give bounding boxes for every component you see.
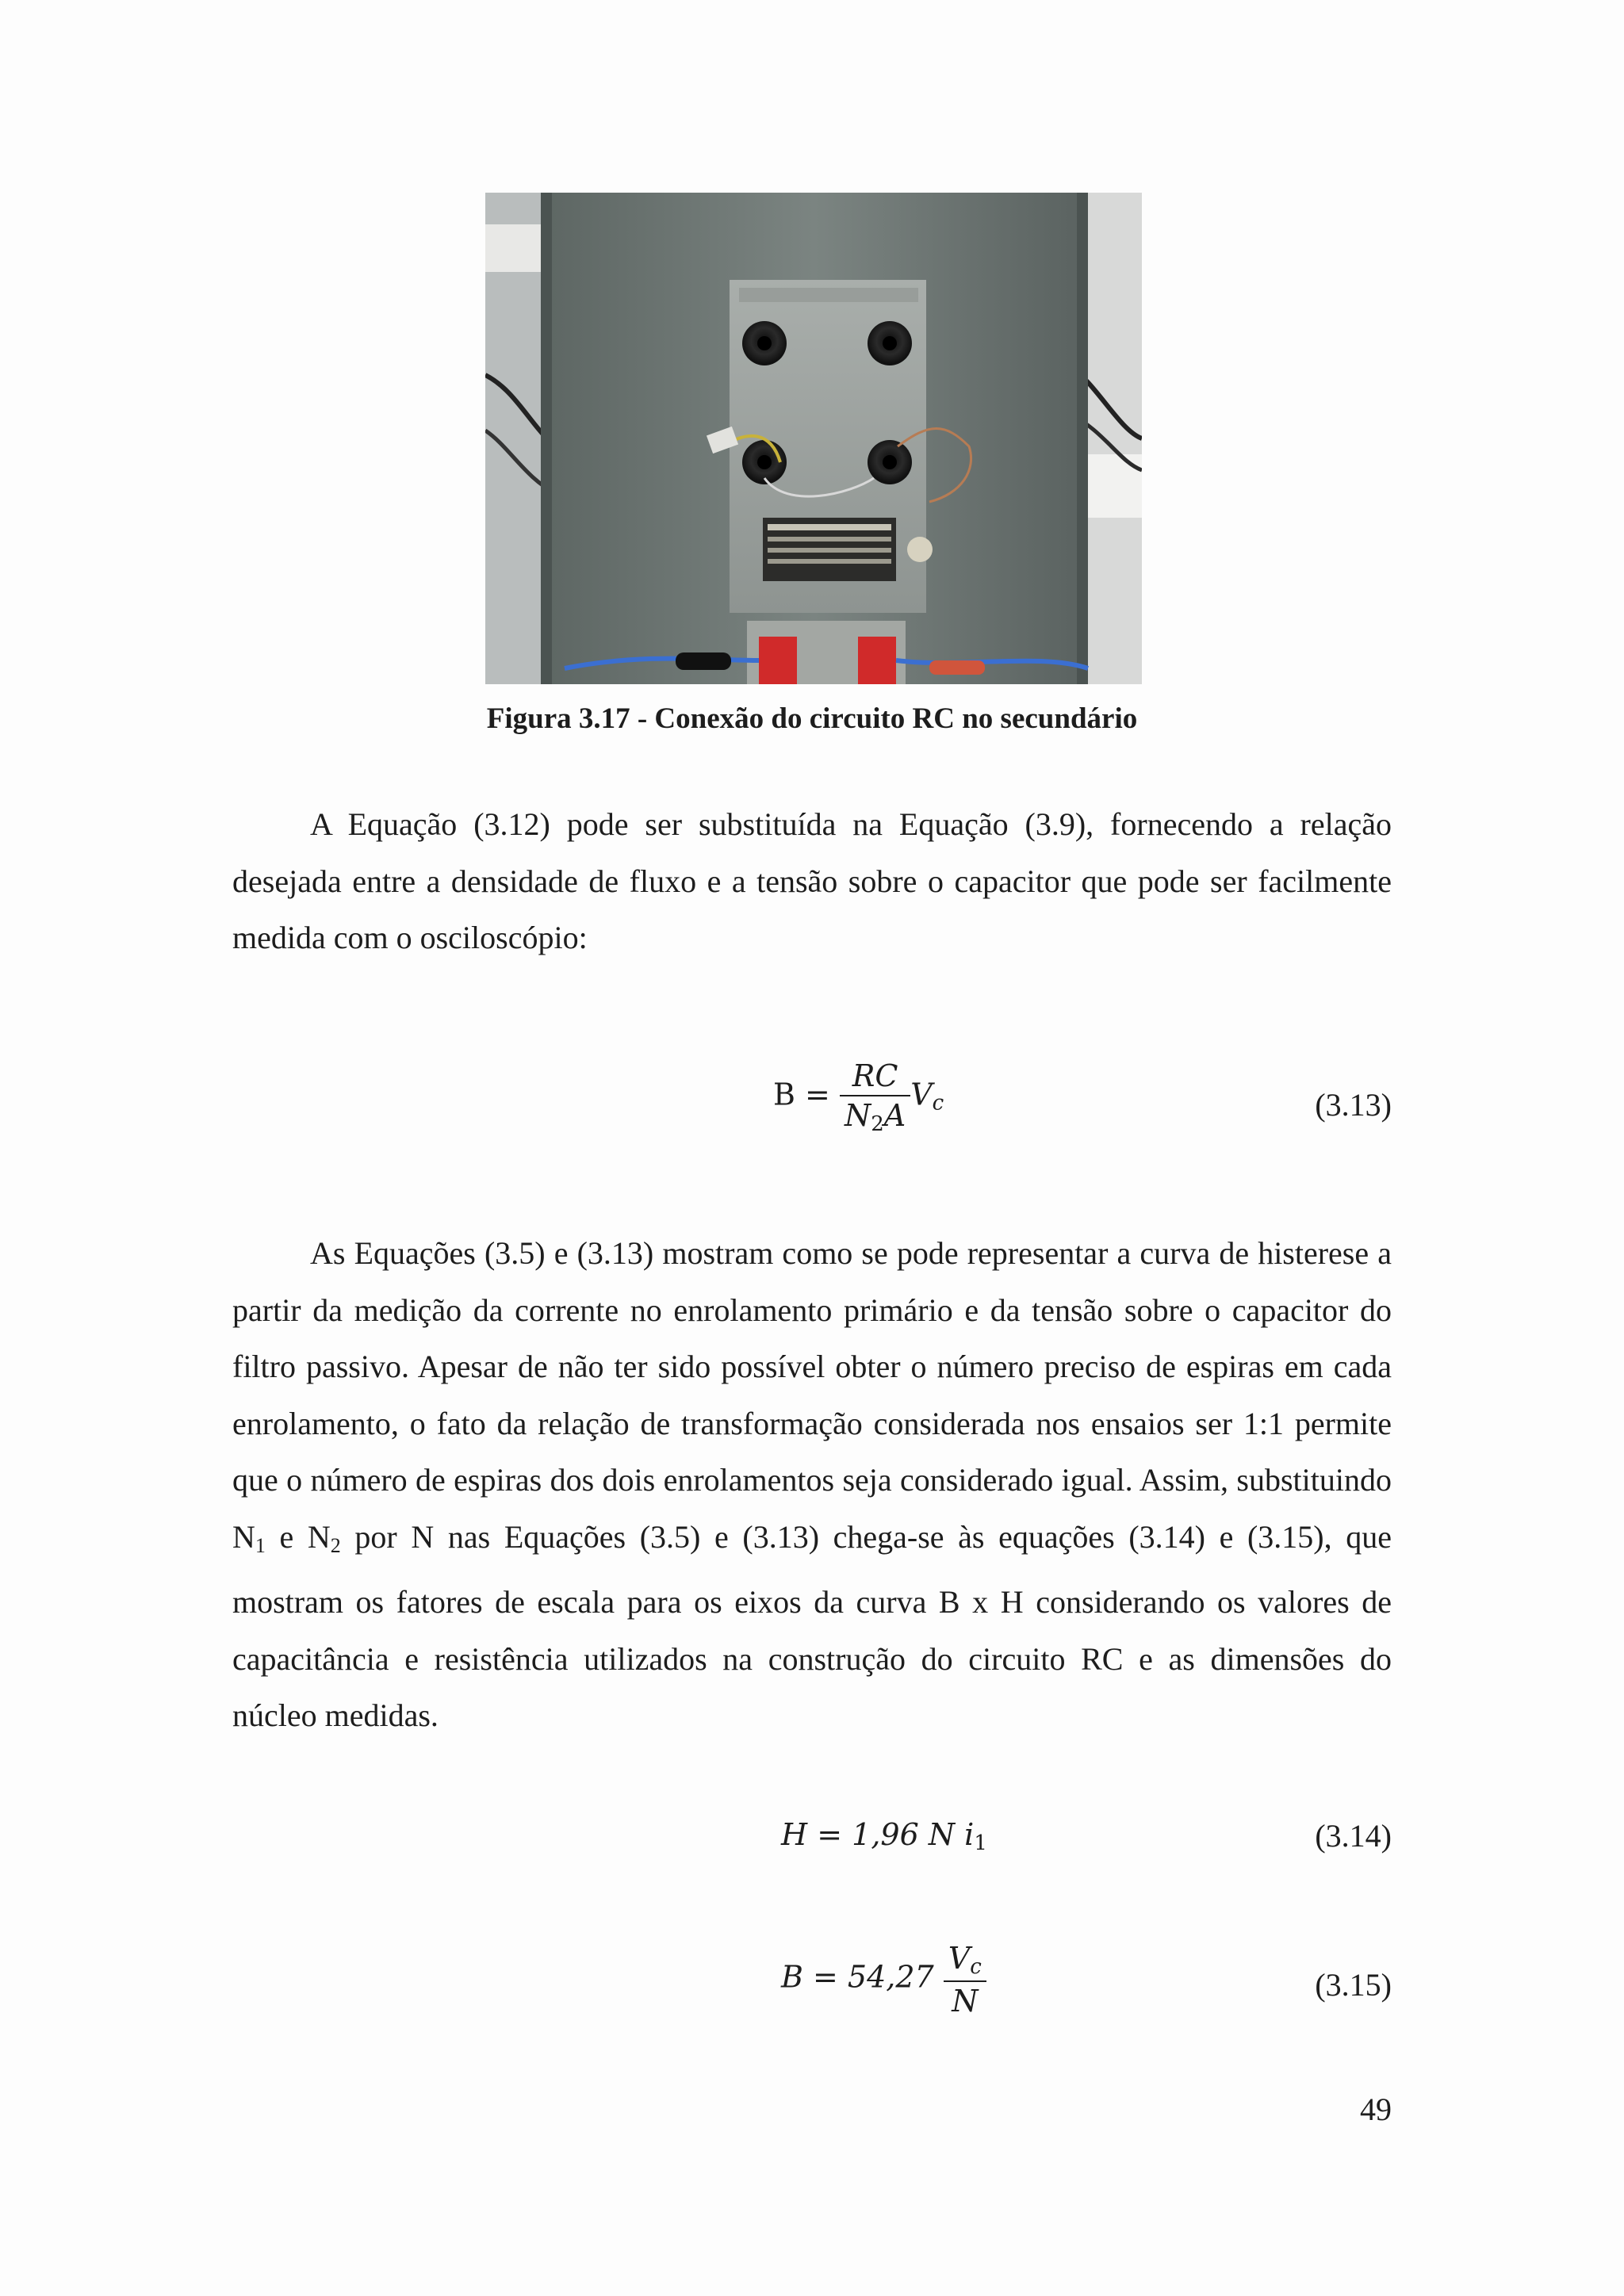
paragraph-1 bbox=[232, 796, 1392, 966]
eq-3-15-denominator: N bbox=[952, 1984, 979, 2019]
paragraph-1-text: A Equação (3.12) pode ser substituída na Equação (3.9), fornecendo a relação desejada entre a densidade de fluxo e a tensão sobre o capacitor que pode ser facilmente medida com o osciloscópio: bbox=[232, 806, 1392, 955]
eq-3-15-lhs: B = 54,27 bbox=[781, 1959, 934, 1995]
eq-3-15-fraction bbox=[944, 1941, 986, 2019]
equation-3-13 bbox=[773, 1058, 944, 1136]
eq-3-13-voltage: V bbox=[910, 1077, 933, 1112]
equation-number-3-14: (3.14) bbox=[1315, 1818, 1392, 1854]
equation-number-3-15: (3.15) bbox=[1315, 1967, 1392, 2003]
figure-photo bbox=[485, 193, 1142, 684]
eq-3-15-numerator: $V_c$ bbox=[944, 1941, 986, 1982]
eq-3-13-voltage-sub: c bbox=[932, 1091, 944, 1115]
eq-3-14-text: H = 1,96 N i bbox=[781, 1817, 975, 1852]
eq-3-13-lhs: B = bbox=[773, 1077, 830, 1112]
eq-3-13-denominator: $N_2A$ bbox=[844, 1098, 906, 1136]
eq-3-13-numerator: RC bbox=[840, 1058, 910, 1096]
paragraph-2 bbox=[232, 1225, 1392, 1744]
equation-number-3-13: (3.13) bbox=[1315, 1087, 1392, 1123]
page-number: 49 bbox=[1360, 2091, 1392, 2127]
figure-caption: Figura 3.17 - Conexão do circuito RC no secundário bbox=[486, 702, 1138, 735]
equation-3-14 bbox=[781, 1817, 987, 1855]
eq-3-13-fraction bbox=[840, 1058, 910, 1136]
equation-3-15 bbox=[781, 1941, 986, 2019]
eq-3-14-sub: 1 bbox=[974, 1831, 987, 1855]
paragraph-2-text: As Equações (3.5) e (3.13) mostram como se pode representar a curva de histerese a partir da medição da corrente no enrolamento primário e da tensão sobre o capacitor do filtro passivo. Apesar de não ter sido possível obter o número preciso de espiras em cada enrolamento, o fato da relação de transformação considerada nos ensaios ser 1:1 permite que o número de espiras dos dois enrolamentos seja considerado igual. Assim, substituindo $N_1$ e $N_2$ por N nas Equações (3.5) e (3.13) chega-se às equações (3.14) e (3.15), que mostram os fatores de escala para os eixos da curva B x H considerando os valores de capacitância e resistência utilizados na construção do circuito RC e as dimensões do núcleo medidas. bbox=[232, 1235, 1392, 1733]
